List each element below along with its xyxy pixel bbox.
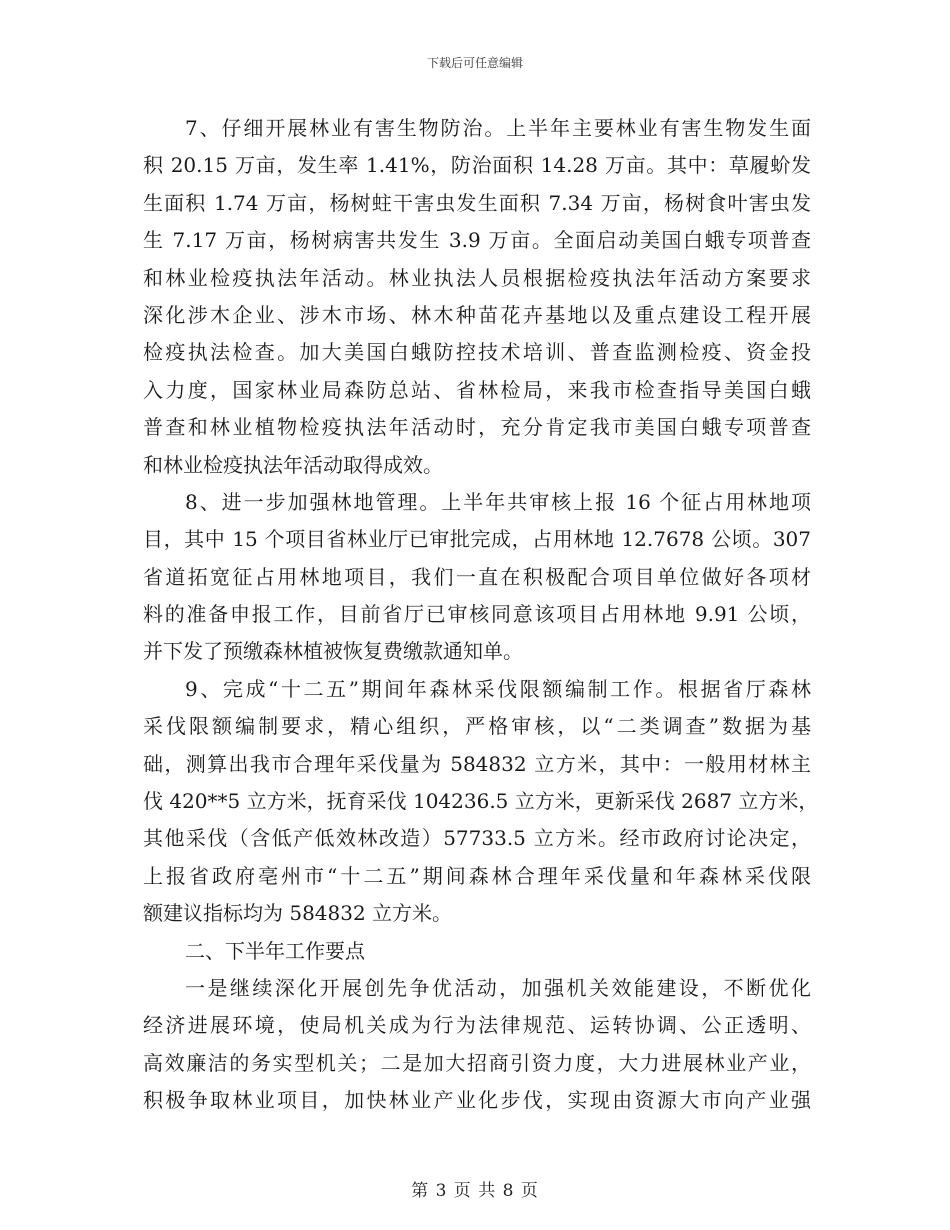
text-line: 省道拓宽征占用林地项目，我们一直在积极配合项目单位做好各项材: [143, 564, 811, 589]
text-line: 经济进展环境，使局机关成为行为法律规范、运转协调、公正透明、: [143, 1013, 811, 1038]
text-line: 伐 420**5 立方米，抚育采伐 104236.5 立方米，更新采伐 2687 立方米，: [143, 789, 819, 814]
text-line: 高效廉洁的务实型机关；二是加大招商引资力度，大力进展林业产业，: [143, 1050, 811, 1075]
text-line: 其他采伐（含低产低效林改造）57733.5 立方米。经市政府讨论决定，: [143, 826, 811, 851]
text-line: 积极争取林业项目，加快林业产业化步伐，实现由资源大市向产业强: [143, 1088, 811, 1113]
text-line: 生 7.17 万亩，杨树病害共发生 3.9 万亩。全面启动美国白蛾专项普查: [143, 228, 811, 253]
text-line: 积 20.15 万亩，发生率 1.41%，防治面积 14.28 万亩。其中：草履蚧发: [143, 153, 811, 178]
text-line: 一是继续深化开展创先争优活动，加强机关效能建设，不断优化: [185, 975, 811, 1000]
document-body: [143, 110, 819, 1120]
text-line: 9、完成“十二五”期间年森林采伐限额编制工作。根据省厅森林: [185, 676, 811, 701]
text-line: 深化涉木企业、涉木市场、林木种苗花卉基地以及重点建设工程开展: [143, 302, 811, 327]
text-line: 生面积 1.74 万亩，杨树蛀干害虫发生面积 7.34 万亩，杨树食叶害虫发: [143, 190, 811, 215]
text-line: 础，测算出我市合理年采伐量为 584832 立方米，其中：一般用材林主: [143, 751, 811, 776]
text-line: 普查和林业植物检疫执法年活动时，充分肯定我市美国白蛾专项普查: [143, 415, 811, 440]
section-heading: 二、下半年工作要点: [185, 938, 365, 963]
text-line: 上报省政府亳州市“十二五”期间森林合理年采伐量和年森林采伐限: [143, 863, 811, 888]
page-header-note: 下载后可任意编辑: [426, 56, 523, 70]
text-line: 和林业检疫执法年活动。林业执法人员根据检疫执法年活动方案要求: [143, 265, 811, 290]
text-line: 检疫执法检查。加大美国白蛾防控技术培训、普查监测检疫、资金投: [143, 340, 811, 365]
text-line: 入力度，国家林业局森防总站、省林检局，来我市检查指导美国白蛾: [143, 377, 811, 402]
text-line: 采伐限额编制要求，精心组织，严格审核，以“二类调查”数据为基: [143, 714, 811, 739]
text-line: 目，其中 15 个项目省林业厅已审批完成，占用林地 12.7678 公顷。307: [143, 527, 811, 552]
text-line: 料的准备申报工作，目前省厅已审核同意该项目占用林地 9.91 公顷，: [143, 602, 811, 627]
text-line: 额建议指标均为 584832 立方米。: [143, 901, 453, 926]
text-line: 8、进一步加强林地管理。上半年共审核上报 16 个征占用林地项: [185, 489, 811, 514]
text-line: 并下发了预缴森林植被恢复费缴款通知单。: [143, 639, 523, 664]
text-line: 7、仔细开展林业有害生物防治。上半年主要林业有害生物发生面: [185, 116, 811, 140]
text-line: 和林业检疫执法年活动取得成效。: [143, 452, 443, 477]
page-number: 第 3 页 共 8 页: [411, 1181, 539, 1201]
